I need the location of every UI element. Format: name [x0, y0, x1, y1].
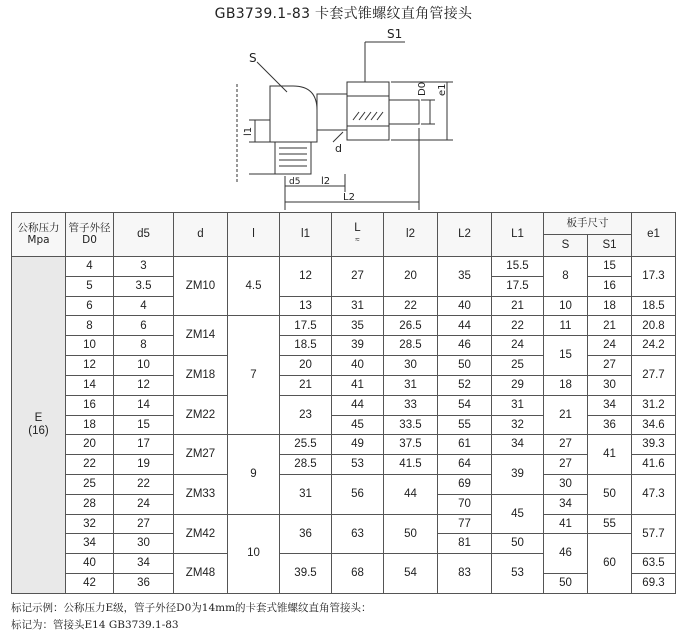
cell-l2: 30 [384, 356, 438, 376]
pressure-value: E [34, 412, 43, 425]
cell-S1: 27 [588, 356, 632, 376]
cell-L2: 55 [438, 415, 492, 435]
cell-l1: 20 [280, 356, 332, 376]
cell-d: ZM10 [174, 257, 228, 316]
cell-d0: 4 [66, 257, 114, 277]
header-l2: l2 [384, 213, 438, 257]
cell-L2: 54 [438, 395, 492, 415]
pressure-sub: (16) [28, 425, 49, 437]
cell-S1: 15 [588, 257, 632, 277]
cell-S1: 21 [588, 316, 632, 336]
cell-S1: 34 [588, 395, 632, 415]
cell-d5: 22 [114, 474, 174, 494]
cell-l1: 17.5 [280, 316, 332, 336]
cell-S: 27 [544, 435, 588, 455]
cell-l2: 44 [384, 474, 438, 514]
cell-l2: 41.5 [384, 455, 438, 475]
label-e1: e1 [437, 83, 448, 96]
cell-S: 8 [544, 257, 588, 297]
cell-l: 10 [228, 514, 280, 593]
cell-L1: 31 [492, 395, 544, 415]
cell-L2: 64 [438, 455, 492, 475]
cell-d5: 8 [114, 336, 174, 356]
cell-L2: 77 [438, 514, 492, 534]
cell-e1: 18.5 [632, 296, 676, 316]
cell-S1: 18 [588, 296, 632, 316]
cell-L: 68 [332, 554, 384, 594]
cell-L1: 17.5 [492, 276, 544, 296]
cell-l2: 54 [384, 554, 438, 594]
cell-L1: 25 [492, 356, 544, 376]
cell-S1: 55 [588, 514, 632, 534]
cell-S: 30 [544, 474, 588, 494]
cell-l1: 13 [280, 296, 332, 316]
cell-L2: 81 [438, 534, 492, 554]
cell-d5: 10 [114, 356, 174, 376]
cell-L: 53 [332, 455, 384, 475]
cell-d: ZM14 [174, 316, 228, 356]
specification-table [11, 212, 676, 594]
cell-L: 40 [332, 356, 384, 376]
marking-result: 标记为：管接头E14 GB3739.1-83 [11, 619, 179, 631]
cell-e1: 17.3 [632, 257, 676, 297]
elbow-fitting-diagram [225, 24, 465, 210]
cell-L1: 15.5 [492, 257, 544, 277]
cell-l2: 50 [384, 514, 438, 554]
cell-l2: 31 [384, 375, 438, 395]
header-e1: e1 [632, 213, 676, 257]
cell-d5: 15 [114, 415, 174, 435]
cell-S: 15 [544, 336, 588, 376]
cell-S: 18 [544, 375, 588, 395]
cell-S1: 50 [588, 474, 632, 514]
cell-L2: 61 [438, 435, 492, 455]
cell-L1: 53 [492, 554, 544, 594]
cell-d0: 8 [66, 316, 114, 336]
cell-d0: 40 [66, 554, 114, 574]
cell-d5: 17 [114, 435, 174, 455]
header-tube-od: 管子外径D0 [66, 213, 114, 257]
fitting-drawing [225, 24, 465, 210]
cell-e1: 69.3 [632, 574, 676, 594]
cell-L2: 83 [438, 554, 492, 594]
cell-S1: 41 [588, 435, 632, 475]
cell-L1: 22 [492, 316, 544, 336]
cell-L: 56 [332, 474, 384, 514]
header-L1: L1 [492, 213, 544, 257]
cell-d5: 12 [114, 375, 174, 395]
cell-e1: 20.8 [632, 316, 676, 336]
label-L2: L2 [343, 192, 355, 203]
cell-d0: 18 [66, 415, 114, 435]
cell-l1: 18.5 [280, 336, 332, 356]
cell-e1: 39.3 [632, 435, 676, 455]
cell-d0: 22 [66, 455, 114, 475]
cell-d: ZM42 [174, 514, 228, 554]
cell-d0: 5 [66, 276, 114, 296]
cell-l2: 37.5 [384, 435, 438, 455]
label-d5: d5 [289, 177, 301, 187]
cell-L2: 46 [438, 336, 492, 356]
cell-L1: 29 [492, 375, 544, 395]
cell-d0: 14 [66, 375, 114, 395]
cell-d5: 3 [114, 257, 174, 277]
cell-S: 50 [544, 574, 588, 594]
cell-e1: 57.7 [632, 514, 676, 554]
cell-e1: 24.2 [632, 336, 676, 356]
cell-l: 4.5 [228, 257, 280, 316]
cell-L2: 69 [438, 474, 492, 494]
cell-d5: 30 [114, 534, 174, 554]
cell-d5: 36 [114, 574, 174, 594]
cell-l2: 28.5 [384, 336, 438, 356]
cell-d5: 24 [114, 494, 174, 514]
cell-d5: 4 [114, 296, 174, 316]
label-l1: l1 [243, 126, 254, 136]
header-L-approx: ≈ [355, 234, 360, 244]
cell-S: 34 [544, 494, 588, 514]
header-L [332, 213, 384, 257]
pressure-cell [12, 257, 66, 594]
cell-L: 63 [332, 514, 384, 554]
cell-L: 39 [332, 336, 384, 356]
label-s: S [249, 51, 257, 65]
cell-L: 44 [332, 395, 384, 415]
page-title: GB3739.1-83 卡套式锥螺纹直角管接头 [214, 6, 473, 22]
header-L-label: L [354, 222, 361, 235]
cell-L1: 39 [492, 455, 544, 495]
cell-L1: 45 [492, 494, 544, 534]
cell-l1: 25.5 [280, 435, 332, 455]
cell-L: 31 [332, 296, 384, 316]
cell-d5: 27 [114, 514, 174, 534]
cell-l2: 33.5 [384, 415, 438, 435]
cell-d5: 6 [114, 316, 174, 336]
header-wrench: 板手尺寸 [544, 213, 632, 235]
cell-d0: 28 [66, 494, 114, 514]
cell-L: 49 [332, 435, 384, 455]
cell-S1: 24 [588, 336, 632, 356]
label-l2: l2 [321, 176, 331, 187]
cell-e1: 27.7 [632, 356, 676, 396]
cell-d5: 19 [114, 455, 174, 475]
cell-l1: 28.5 [280, 455, 332, 475]
cell-L: 41 [332, 375, 384, 395]
cell-S1: 60 [588, 534, 632, 594]
cell-S1: 30 [588, 375, 632, 395]
cell-L2: 70 [438, 494, 492, 514]
cell-d0: 32 [66, 514, 114, 534]
cell-L2: 44 [438, 316, 492, 336]
cell-e1: 47.3 [632, 474, 676, 514]
cell-l: 9 [228, 435, 280, 514]
cell-d: ZM22 [174, 395, 228, 435]
label-d0: D0 [417, 81, 428, 96]
header-l1: l1 [280, 213, 332, 257]
cell-l1: 12 [280, 257, 332, 297]
label-s1: S1 [387, 27, 403, 41]
marking-example: 标记示例：公称压力E级，管子外径D0为14mm的卡套式锥螺纹直角管接头： [11, 602, 372, 614]
cell-L1: 24 [492, 336, 544, 356]
cell-d0: 25 [66, 474, 114, 494]
cell-S: 41 [544, 514, 588, 534]
cell-l2: 33 [384, 395, 438, 415]
cell-e1: 34.6 [632, 415, 676, 435]
cell-d: ZM18 [174, 356, 228, 396]
cell-L2: 40 [438, 296, 492, 316]
cell-d5: 3.5 [114, 276, 174, 296]
header-S: S [544, 235, 588, 257]
cell-d0: 42 [66, 574, 114, 594]
cell-l2: 22 [384, 296, 438, 316]
cell-L: 45 [332, 415, 384, 435]
cell-e1: 31.2 [632, 395, 676, 415]
cell-d: ZM27 [174, 435, 228, 475]
cell-S: 27 [544, 455, 588, 475]
cell-L2: 35 [438, 257, 492, 297]
header-L2: L2 [438, 213, 492, 257]
header-d: d [174, 213, 228, 257]
cell-d: ZM48 [174, 554, 228, 594]
cell-S: 21 [544, 395, 588, 435]
cell-d0: 6 [66, 296, 114, 316]
cell-S1: 16 [588, 276, 632, 296]
cell-l: 7 [228, 316, 280, 435]
cell-L1: 50 [492, 534, 544, 554]
cell-l1: 21 [280, 375, 332, 395]
cell-d0: 16 [66, 395, 114, 415]
cell-L1: 32 [492, 415, 544, 435]
cell-S: 11 [544, 316, 588, 336]
cell-d0: 12 [66, 356, 114, 376]
cell-d0: 34 [66, 534, 114, 554]
cell-L: 35 [332, 316, 384, 336]
cell-S1: 36 [588, 415, 632, 435]
cell-l2: 20 [384, 257, 438, 297]
cell-L: 27 [332, 257, 384, 297]
cell-L2: 50 [438, 356, 492, 376]
cell-e1: 41.6 [632, 455, 676, 475]
cell-l2: 26.5 [384, 316, 438, 336]
cell-S: 46 [544, 534, 588, 574]
cell-d: ZM33 [174, 474, 228, 514]
cell-L2: 52 [438, 375, 492, 395]
header-pressure: 公称压力Mpa [12, 213, 66, 257]
cell-l1: 36 [280, 514, 332, 554]
cell-l1: 31 [280, 474, 332, 514]
cell-L1: 21 [492, 296, 544, 316]
header-d5: d5 [114, 213, 174, 257]
header-l: l [228, 213, 280, 257]
cell-d0: 10 [66, 336, 114, 356]
header-S1: S1 [588, 235, 632, 257]
cell-l1: 23 [280, 395, 332, 435]
cell-e1: 63.5 [632, 554, 676, 574]
cell-S: 10 [544, 296, 588, 316]
cell-d5: 14 [114, 395, 174, 415]
cell-d0: 20 [66, 435, 114, 455]
cell-d5: 34 [114, 554, 174, 574]
cell-L1: 34 [492, 435, 544, 455]
cell-l1: 39.5 [280, 554, 332, 594]
label-d: d [335, 142, 342, 155]
